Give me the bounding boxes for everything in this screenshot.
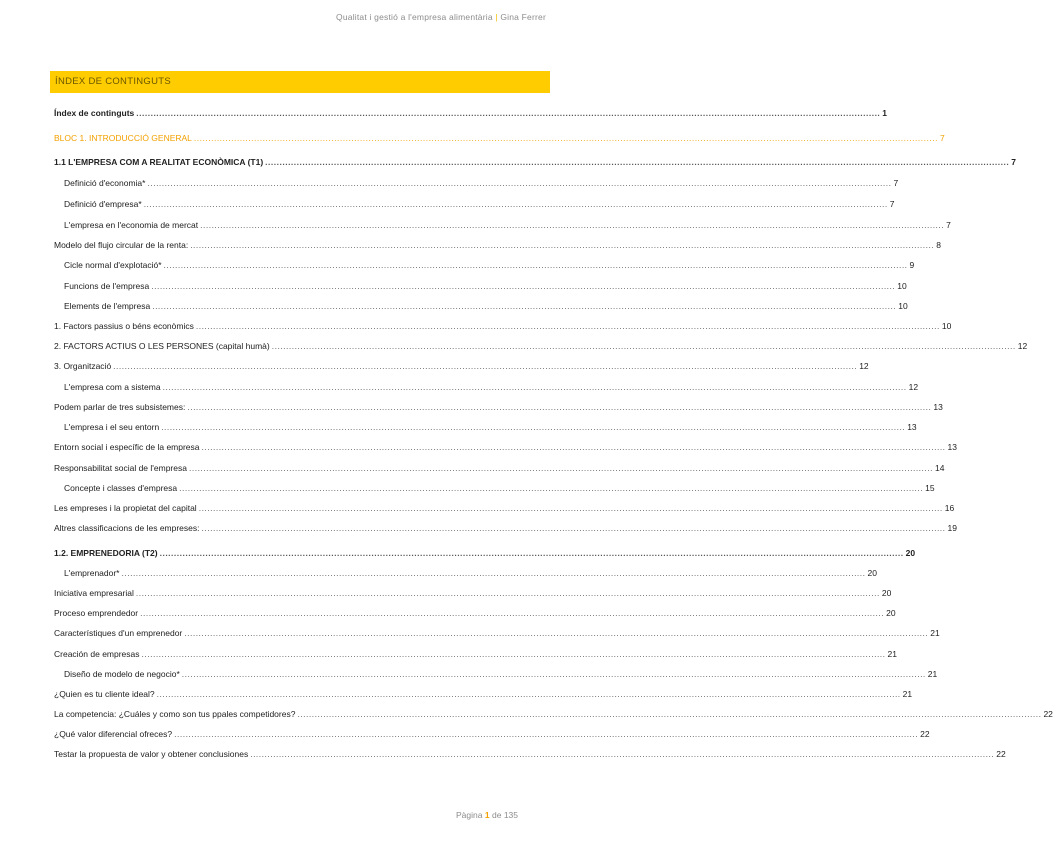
- footer-of: de: [491, 810, 502, 820]
- toc-entry[interactable]: [54, 105, 888, 119]
- toc-entry-page: 22: [1043, 709, 1053, 719]
- toc-dot-leader: ....................................................................................................................................................................................................................................................................: [152, 301, 897, 311]
- toc-entry[interactable]: [54, 746, 1006, 760]
- toc-entry-page: 22: [996, 749, 1006, 759]
- toc-entry[interactable]: [54, 237, 941, 251]
- toc-dot-leader: ....................................................................................................................................................................................................................................................................: [188, 463, 933, 473]
- toc-dot-leader: ....................................................................................................................................................................................................................................................................: [136, 108, 881, 118]
- running-header: [336, 12, 546, 22]
- toc-entry[interactable]: [64, 379, 919, 393]
- header-title: Qualitat i gestió a l'empresa alimentària: [336, 12, 493, 22]
- header-separator: |: [495, 12, 498, 22]
- toc-entry-title: ¿Quien es tu cliente ideal?: [54, 689, 155, 699]
- toc-entry-title: Testar la propuesta de valor y obtener conclusiones: [54, 749, 249, 759]
- toc-dot-leader: ....................................................................................................................................................................................................................................................................: [190, 240, 935, 250]
- toc-entry-title: 2. FACTORS ACTIUS O LES PERSONES (capital humà): [54, 341, 270, 351]
- toc-dot-leader: ....................................................................................................................................................................................................................................................................: [265, 157, 1010, 167]
- toc-entry-title: 1. Factors passius o béns econòmics: [54, 321, 194, 331]
- toc-entry[interactable]: [54, 460, 945, 474]
- toc-dot-leader: ....................................................................................................................................................................................................................................................................: [271, 341, 1016, 351]
- toc-entry-title: 3. Organització: [54, 361, 112, 371]
- toc-entry[interactable]: [54, 399, 943, 413]
- toc-dot-leader: ....................................................................................................................................................................................................................................................................: [159, 548, 904, 558]
- toc-dot-leader: ....................................................................................................................................................................................................................................................................: [156, 689, 901, 699]
- toc-entry-page: 7: [889, 199, 895, 209]
- toc-entry-title: ¿Qué valor diferencial ofreces?: [54, 729, 173, 739]
- toc-entry-title: Índex de continguts: [54, 108, 135, 118]
- toc-entry-page: 20: [867, 568, 877, 578]
- toc-entry-page: 1: [882, 108, 888, 118]
- toc-dot-leader: ....................................................................................................................................................................................................................................................................: [143, 199, 888, 209]
- toc-entry-page: 13: [947, 442, 958, 452]
- footer-current-page: 1: [484, 810, 490, 820]
- toc-dot-leader: ....................................................................................................................................................................................................................................................................: [195, 321, 940, 331]
- toc-entry-title: La competencia: ¿Cuáles y como son tus ppales competidores?: [54, 709, 296, 719]
- toc-entry-page: 8: [936, 240, 941, 250]
- toc-entry-page: 15: [925, 483, 935, 493]
- toc-entry-page: 16: [944, 503, 955, 513]
- toc-entry-page: 10: [941, 321, 952, 331]
- toc-entry[interactable]: [54, 500, 955, 514]
- toc-entry[interactable]: [54, 706, 1053, 720]
- toc-entry-page: 20: [905, 548, 916, 558]
- toc-entry-title: 1.1 L'EMPRESA COM A REALITAT ECONÒMICA (T1): [54, 157, 264, 167]
- toc-entry-title: Cicle normal d'explotació*: [64, 260, 162, 270]
- toc-entry[interactable]: [54, 726, 930, 740]
- toc-entry[interactable]: [54, 318, 952, 332]
- toc-entry-title: Proceso emprendedor: [54, 608, 139, 618]
- toc-entry[interactable]: [54, 338, 1028, 352]
- toc-dot-leader: ....................................................................................................................................................................................................................................................................: [163, 260, 908, 270]
- toc-dot-leader: ....................................................................................................................................................................................................................................................................: [201, 442, 946, 452]
- toc-entry-title: L'empresa i el seu entorn: [64, 422, 160, 432]
- toc-dot-leader: ....................................................................................................................................................................................................................................................................: [297, 709, 1042, 719]
- toc-entry-title: BLOC 1. INTRODUCCIÓ GENERAL: [54, 133, 192, 143]
- toc-entry[interactable]: [64, 419, 917, 433]
- toc-entry-page: 7: [946, 220, 951, 230]
- toc-entry-page: 12: [859, 361, 869, 371]
- toc-entry-page: 20: [886, 608, 896, 618]
- toc-dot-leader: ....................................................................................................................................................................................................................................................................: [141, 649, 886, 659]
- toc-entry-title: Concepte i classes d'empresa: [64, 483, 178, 493]
- toc-entry[interactable]: [54, 358, 869, 372]
- toc-entry[interactable]: [54, 585, 892, 599]
- toc-entry[interactable]: [64, 278, 907, 292]
- toc-entry-page: 14: [935, 463, 945, 473]
- toc-dot-leader: ....................................................................................................................................................................................................................................................................: [135, 588, 880, 598]
- toc-dot-leader: ....................................................................................................................................................................................................................................................................: [184, 628, 929, 638]
- toc-entry-title: Definició d'empresa*: [64, 199, 142, 209]
- footer-page-label: Pàgina: [456, 810, 483, 820]
- toc-dot-leader: ....................................................................................................................................................................................................................................................................: [151, 281, 896, 291]
- toc-entry-page: 12: [908, 382, 919, 392]
- footer-total-pages: 135: [503, 810, 518, 820]
- toc-entry-page: 22: [920, 729, 930, 739]
- toc-entry-title: L'emprenador*: [64, 568, 120, 578]
- toc-entry-title: Iniciativa empresarial: [54, 588, 134, 598]
- toc-entry-title: Funcions de l'empresa: [64, 281, 150, 291]
- toc-dot-leader: ....................................................................................................................................................................................................................................................................: [140, 608, 885, 618]
- toc-dot-leader: ....................................................................................................................................................................................................................................................................: [200, 220, 945, 230]
- toc-entry-page: 9: [909, 260, 915, 270]
- toc-entry-title: Altres classificacions de les empreses:: [54, 523, 200, 533]
- toc-entry[interactable]: [54, 154, 1016, 168]
- toc-heading-banner: [50, 71, 550, 93]
- toc-entry-page: 21: [930, 628, 940, 638]
- toc-entry-title: 1.2. EMPRENEDORIA (T2): [54, 548, 158, 558]
- header-author: Gina Ferrer: [500, 12, 546, 22]
- toc-heading: ÍNDEX DE CONTINGUTS: [55, 76, 172, 87]
- toc-entry-title: Les empreses i la propietat del capital: [54, 503, 197, 513]
- toc-entry[interactable]: [64, 666, 938, 680]
- toc-entry-title: L'empresa en l'economia de mercat: [64, 220, 199, 230]
- toc-entry[interactable]: [64, 196, 895, 210]
- toc-dot-leader: ....................................................................................................................................................................................................................................................................: [250, 749, 995, 759]
- toc-dot-leader: ....................................................................................................................................................................................................................................................................: [121, 568, 866, 578]
- toc-entry-page: 21: [902, 689, 913, 699]
- toc-entry-page: 21: [927, 669, 938, 679]
- toc-entry-title: Podem parlar de tres subsistemes:: [54, 402, 186, 412]
- toc-entry-title: Responsabilitat social de l'empresa: [54, 463, 187, 473]
- toc-dot-leader: ....................................................................................................................................................................................................................................................................: [181, 669, 926, 679]
- toc-entry-title: L'empresa com a sistema: [64, 382, 161, 392]
- toc-entry[interactable]: [54, 625, 940, 639]
- toc-dot-leader: ....................................................................................................................................................................................................................................................................: [161, 422, 906, 432]
- toc-entry[interactable]: [64, 565, 877, 579]
- toc-entry-page: 10: [898, 301, 908, 311]
- toc-entry[interactable]: [64, 298, 908, 312]
- toc-entry-title: Modelo del flujo circular de la renta:: [54, 240, 189, 250]
- toc-entry-title: Elements de l'empresa: [64, 301, 151, 311]
- toc-entry-page: 20: [881, 588, 892, 598]
- toc-entry[interactable]: [64, 175, 899, 189]
- toc-entry-page: 7: [1011, 157, 1016, 167]
- toc-dot-leader: ....................................................................................................................................................................................................................................................................: [187, 402, 932, 412]
- toc-entry-title: Entorn social i específic de la empresa: [54, 442, 200, 452]
- toc-entry[interactable]: [64, 257, 915, 271]
- toc-entry-title: Definició d'economia*: [64, 178, 146, 188]
- toc-entry-title: Característiques d'un emprenedor: [54, 628, 183, 638]
- toc-entry-page: 19: [947, 523, 957, 533]
- toc-entry-title: Creación de empresas: [54, 649, 140, 659]
- toc-entry[interactable]: [64, 480, 935, 494]
- toc-entry[interactable]: [54, 686, 913, 700]
- toc-entry-page: 21: [887, 649, 897, 659]
- toc-entry-page: 7: [939, 133, 945, 143]
- toc-entry[interactable]: [54, 439, 958, 453]
- toc-dot-leader: ....................................................................................................................................................................................................................................................................: [174, 729, 919, 739]
- toc-dot-leader: ....................................................................................................................................................................................................................................................................: [193, 133, 938, 143]
- toc-entry-page: 10: [897, 281, 907, 291]
- toc-entry-page: 13: [933, 402, 943, 412]
- page-footer: [456, 810, 518, 820]
- toc-entry-title: Diseño de modelo de negocio*: [64, 669, 180, 679]
- toc-dot-leader: ....................................................................................................................................................................................................................................................................: [162, 382, 907, 392]
- toc-dot-leader: ....................................................................................................................................................................................................................................................................: [201, 523, 946, 533]
- toc-entry[interactable]: [54, 646, 897, 660]
- toc-entry-page: 7: [893, 178, 899, 188]
- toc-entry-page: 12: [1017, 341, 1028, 351]
- toc-dot-leader: ....................................................................................................................................................................................................................................................................: [113, 361, 858, 371]
- toc-entry[interactable]: [54, 605, 896, 619]
- toc-dot-leader: ....................................................................................................................................................................................................................................................................: [147, 178, 892, 188]
- toc-entry[interactable]: [54, 545, 916, 559]
- toc-entry[interactable]: [54, 520, 957, 534]
- toc-entry-page: 13: [907, 422, 917, 432]
- toc-dot-leader: ....................................................................................................................................................................................................................................................................: [198, 503, 943, 513]
- toc-entry[interactable]: [64, 217, 951, 231]
- toc-dot-leader: ....................................................................................................................................................................................................................................................................: [179, 483, 924, 493]
- toc-entry[interactable]: [54, 130, 945, 144]
